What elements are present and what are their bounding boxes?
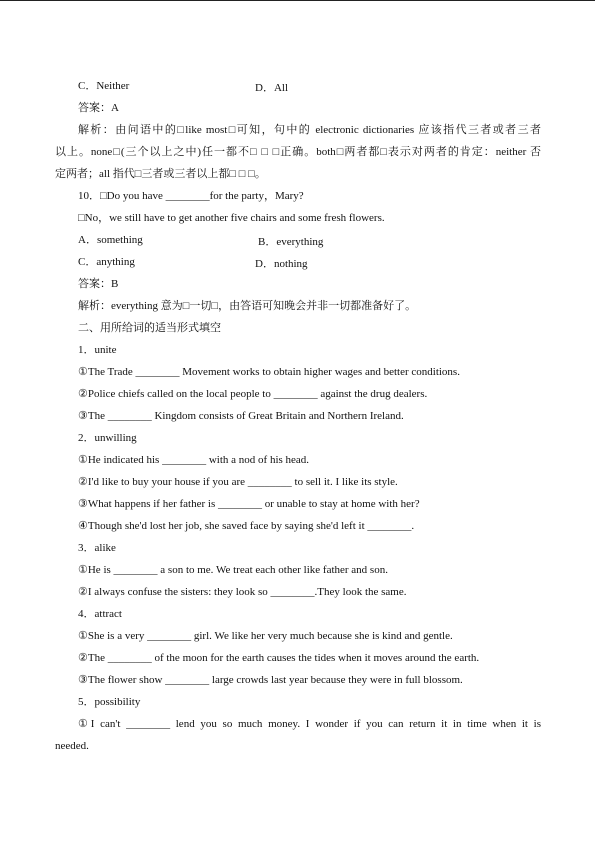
q9-analysis-line2: 以上。none□(三个以上之中)任一都不□ □ □正确。both□两者都□表示对两者的肯定：neither 否: [55, 146, 541, 158]
exercise-item: ③What happens if her father is ________ or unable to stay at home with her?: [78, 498, 420, 510]
exercise-item: ②I always confuse the sisters: they look so ________.They look the same.: [78, 586, 407, 598]
exercise-item: ③The ________ Kingdom consists of Great Britain and Northern Ireland.: [78, 410, 404, 422]
exercise-item: ①She is a very ________ girl. We like her very much because she is kind and gentle.: [78, 630, 453, 642]
q9-analysis-line1: 解析：由问语中的□like most□可知，句中的 electronic dictionaries 应该指代三者或者三者: [78, 124, 541, 136]
group-heading: 5．possibility: [78, 696, 141, 708]
q10-reply: □No，we still have to get another five chairs and some fresh flowers.: [78, 212, 385, 224]
exercise-item: ②Police chiefs called on the local people to ________ against the drug dealers.: [78, 388, 428, 400]
q9-analysis-line3: 定两者；all 指代□三者或三者以上都□ □ □。: [55, 168, 266, 180]
q10-option-b: B．everything: [258, 236, 324, 248]
q10-question: 10．□Do you have ________for the party，Mary?: [78, 190, 304, 202]
exercise-item: ④Though she'd lost her job, she saved face by saying she'd left it ________.: [78, 520, 415, 532]
exercise-item: ①He indicated his ________ with a nod of his head.: [78, 454, 310, 466]
q9-option-d: D．All: [255, 82, 288, 94]
q10-option-d: D．nothing: [255, 258, 308, 270]
exercise-item: ①He is ________ a son to me. We treat each other like father and son.: [78, 564, 388, 576]
exercise-item: ①I can't ________ lend you so much money. I wonder if you can return it in time when it is: [78, 718, 541, 730]
group-heading: 1．unite: [78, 344, 117, 356]
exercise-item: ③The flower show ________ large crowds last year because they were in full blossom.: [78, 674, 463, 686]
q10-option-a: A．something: [78, 234, 143, 246]
exercise-item: ①The Trade ________ Movement works to obtain higher wages and better conditions.: [78, 366, 460, 378]
exercise-item-continuation: needed.: [55, 740, 89, 752]
exercise-item: ②The ________ of the moon for the earth causes the tides when it moves around the earth.: [78, 652, 480, 664]
group-heading: 3．alike: [78, 542, 116, 554]
q10-option-c: C．anything: [78, 256, 135, 268]
q9-answer: 答案：A: [78, 102, 119, 114]
q9-option-c: C．Neither: [78, 80, 130, 92]
group-heading: 2．unwilling: [78, 432, 137, 444]
q10-answer: 答案：B: [78, 278, 119, 290]
q10-analysis: 解析：everything 意为□一切□，由答语可知晚会并非一切都准备好了。: [78, 300, 417, 312]
section-title: 二、用所给词的适当形式填空: [78, 322, 221, 334]
group-heading: 4．attract: [78, 608, 122, 620]
page-top-rule: [0, 0, 595, 1]
exercise-item: ②I'd like to buy your house if you are ________ to sell it. I like its style.: [78, 476, 398, 488]
